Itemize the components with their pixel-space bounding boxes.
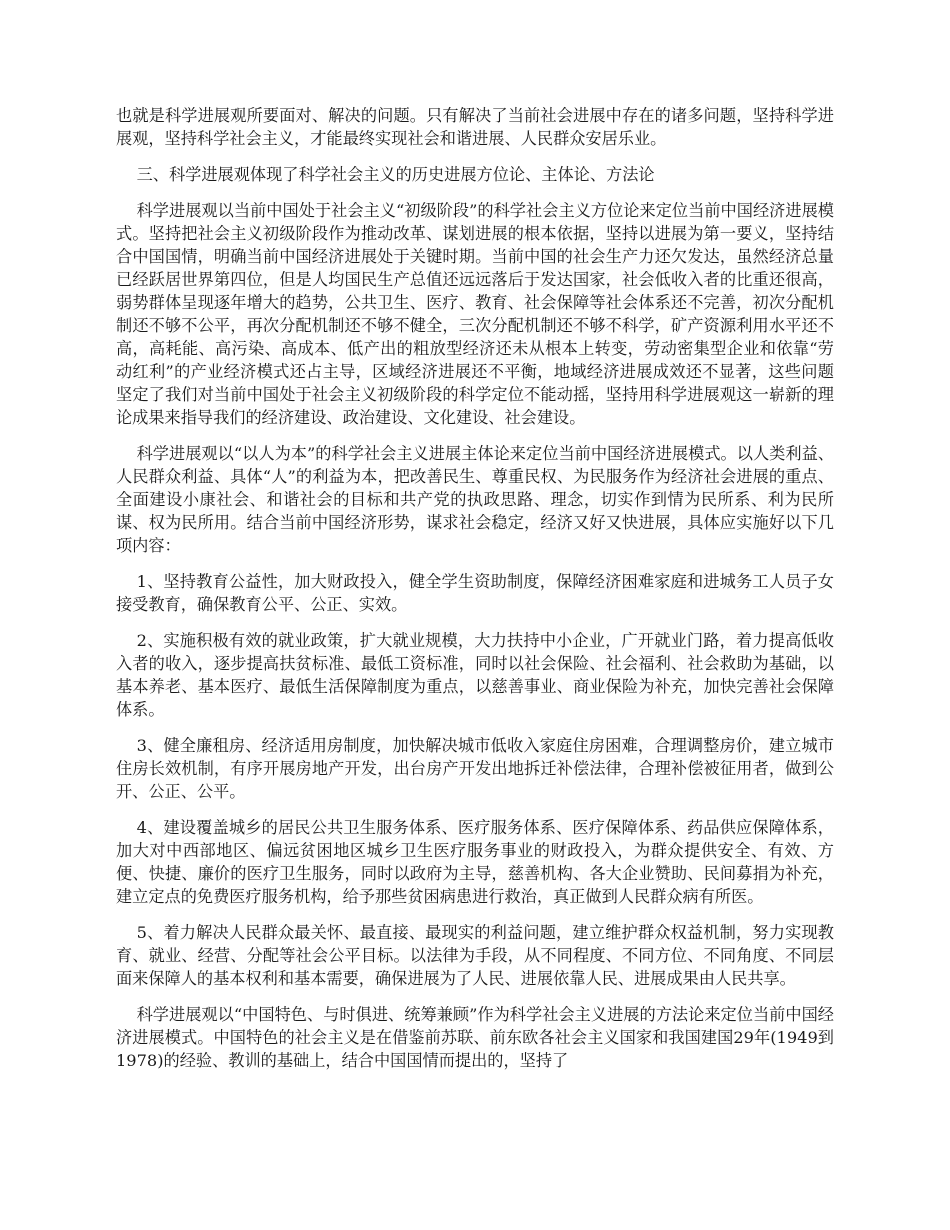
paragraph-methodology: 科学进展观以“中国特色、与时俱进、统筹兼顾”作为科学社会主义进展的方法论来定位当前中国经济进展模式。中国特色的社会主义是在借鉴前苏联、前东欧各社会主义国家和我国建国29年(1949到1978)的经验、教训的基础上，结合中国国情而提出的，坚持了 [116, 1005, 834, 1070]
list-item-healthcare: 4、建设覆盖城乡的居民公共卫生服务体系、医疗服务体系、医疗保障体系、药品供应保障体系，加大对中西部地区、偏远贫困地区城乡卫生医疗服务事业的财政投入，为群众提供安全、有效、方便、快捷、廉价的医疗卫生服务，同时以政府为主导，慈善机构、各大企业赞助、民间募捐为补充，建立定点的免费医疗服务机构，给予那些贫困病患进行救治，真正做到人民群众病有所医。 [116, 818, 834, 906]
list-item-interests: 5、着力解决人民群众最关怀、最直接、最现实的利益问题，建立维护群众权益机制，努力实现教育、就业、经营、分配等社会公平目标。以法律为手段，从不同程度、不同方位、不同角度、不同层面来保障人的基本权利和基本需要，确保进展为了人民、进展依靠人民、进展成果由人民共享。 [116, 923, 834, 988]
list-item-education: 1、坚持教育公益性，加大财政投入，健全学生资助制度，保障经济困难家庭和进城务工人员子女接受教育，确保教育公平、公正、实效。 [116, 572, 834, 614]
paragraph-position-theory: 科学进展观以当前中国处于社会主义“初级阶段”的科学社会主义方位论来定位当前中国经济进展模式。坚持把社会主义初级阶段作为推动改革、谋划进展的根本依据，坚持以进展为第一要义，坚持结合中国国情，明确当前中国经济进展处于关键时期。当前中国的社会生产力还欠发达，虽然经济总量已经跃居世界第四位，但是人均国民生产总值还远远落后于发达国家，社会低收入者的比重还很高，弱势群体呈现逐年增大的趋势，公共卫生、医疗、教育、社会保障等社会体系还不完善，初次分配机制还不够不公平，再次分配机制还不够不健全，三次分配机制还不够不科学，矿产资源利用水平还不高，高耗能、高污染、高成本、低产出的粗放型经济还未从根本上转变，劳动密集型企业和依靠“劳动红利”的产业经济模式还占主导，区域经济进展还不平衡，地域经济进展成效还不显著，这些问题坚定了我们对当前中国处于社会主义初级阶段的科学定位不能动摇，坚持用科学进展观这一崭新的理论成果来指导我们的经济建设、政治建设、文化建设、社会建设。 [116, 201, 834, 427]
paragraph-continuation: 也就是科学进展观所要面对、解决的问题。只有解决了当前社会进展中存在的诸多问题，坚持科学进展观，坚持科学社会主义，才能最终实现社会和谐进展、人民群众安居乐业。 [116, 106, 834, 148]
paragraph-subject-theory: 科学进展观以“以人为本”的科学社会主义进展主体论来定位当前中国经济进展模式。以人类利益、人民群众利益、具体“人”的利益为本，把改善民生、尊重民权、为民服务作为经济社会进展的重点、全面建设小康社会、和谐社会的目标和共产党的执政思路、理念，切实作到情为民所系、利为民所谋、权为民所用。结合当前中国经济形势，谋求社会稳定，经济又好又快进展，具体应实施好以下几项内容： [116, 444, 834, 555]
list-item-employment: 2、实施积极有效的就业政策，扩大就业规模，大力扶持中小企业，广开就业门路，着力提高低收入者的收入，逐步提高扶贫标准、最低工资标准，同时以社会保险、社会福利、社会救助为基础，以基本养老、基本医疗、最低生活保障制度为重点，以慈善事业、商业保险为补充，加快完善社会保障体系。 [116, 631, 834, 719]
section-heading: 三、科学进展观体现了科学社会主义的历史进展方位论、主体论、方法论 [136, 165, 655, 184]
list-item-housing: 3、健全廉租房、经济适用房制度，加快解决城市低收入家庭住房困难，合理调整房价，建立城市住房长效机制，有序开展房地产开发，出台房产开发出地拆迁补偿法律，合理补偿被征用者，做到公开、公正、公平。 [116, 736, 834, 801]
